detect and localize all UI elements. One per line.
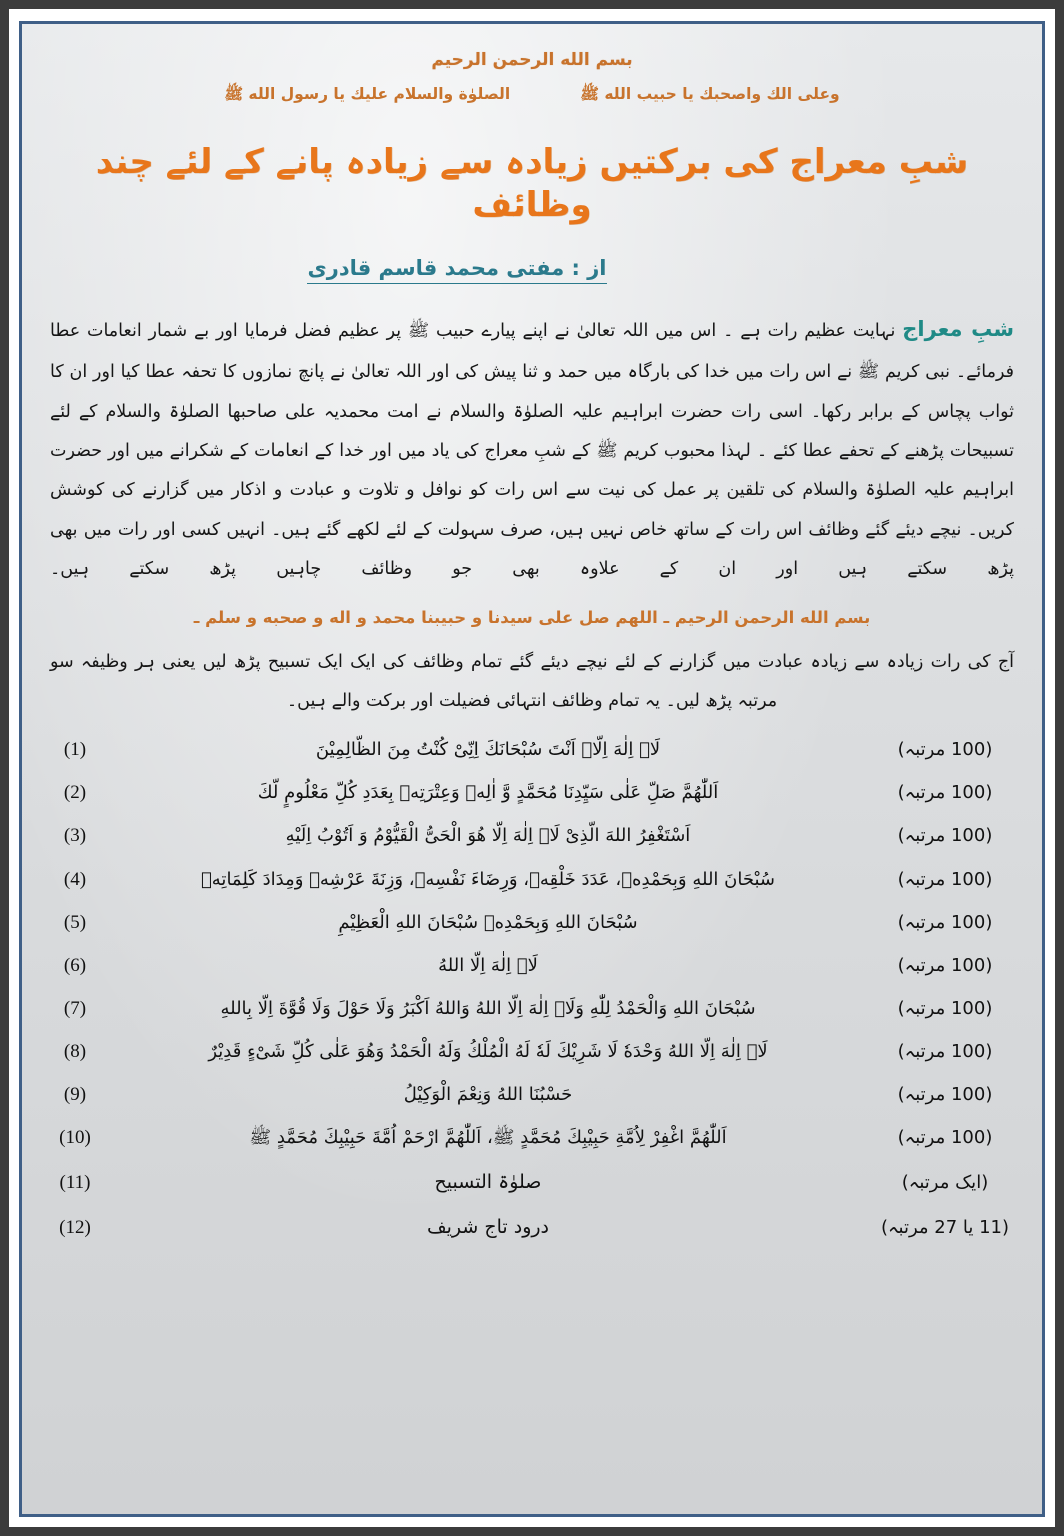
wazifa-count: (11 یا 27 مرتبہ) (880, 1216, 1010, 1238)
wazifa-number: (9) (63, 1084, 87, 1105)
list-item (44, 778, 1020, 809)
wazifa-number: (8) (63, 1040, 87, 1062)
intro-lead-phrase: شبِ معراج (902, 317, 1014, 341)
wazifa-count: (100 مرتبہ) (897, 1040, 993, 1062)
salawat-right-text: الصلوٰة والسلام عليك يا رسول الله ﷺ (224, 85, 511, 103)
wazifa-text: سُبْحَانَ اللهِ وَبِحَمْدِهٖ سُبْحَانَ اللهِ الْعَظِيْمِ (338, 911, 638, 933)
bismillah-heading: بسم الله الرحمن الرحيم (431, 50, 633, 70)
list-item (44, 865, 1020, 896)
wazifa-text: سُبْحَانَ اللهِ وَالْحَمْدُ لِلّٰهِ وَلَاۤ اِلٰهَ اِلَّا اللهُ وَاللهُ اَكْبَرُ وَلَا حَوْلَ وَلَا قُوَّةَ اِلَّا بِاللهِ (220, 997, 756, 1019)
wazifa-count: (100 مرتبہ) (897, 911, 993, 933)
wazifa-count: (100 مرتبہ) (897, 825, 993, 847)
instructions-paragraph: آج کی رات زیادہ سے زیادہ عبادت میں گزارنے کے لئے نیچے دیئے گئے تمام وظائف کی ایک ایک تسبیح پڑھ لیں یعنی ہر وظیفہ سو مرتبہ پڑھ لیں۔ یہ تمام وظائف انتہائی فضیلت اور برکت والے ہیں۔ (50, 651, 1014, 711)
wazifa-text: لَاۤ اِلٰهَ اِلَّاۤ اَنْتَ سُبْحَانَكَ اِنِّىْ كُنْتُ مِنَ الظَّالِمِيْنَ (315, 739, 661, 761)
wazifa-number: (3) (63, 825, 87, 847)
wazifa-text: اَللّٰهُمَّ اغْفِرْ لِاُمَّةِ حَبِيْبِكَ مُحَمَّدٍ ﷺ، اَللّٰهُمَّ ارْحَمْ اُمَّةَ حَبِيْبِكَ مُحَمَّدٍ ﷺ (249, 1127, 727, 1149)
page-white-margin (9, 9, 1055, 1527)
page-content-area (22, 24, 1042, 1514)
list-item (44, 1080, 1020, 1111)
list-item (44, 821, 1020, 852)
wazifa-count: (100 مرتبہ) (897, 1127, 993, 1149)
wazifa-number: (4) (63, 868, 87, 890)
list-item (44, 1037, 1020, 1068)
wazifa-number: (6) (63, 954, 87, 976)
wazifa-count: (100 مرتبہ) (897, 739, 993, 761)
author-name: از : مفتی محمد قاسم قادری (307, 256, 606, 284)
wazaif-list (44, 735, 1020, 1243)
wazifa-text: سُبْحَانَ اللهِ وَبِحَمْدِهٖ، عَدَدَ خَلْقِهٖ، وَرِضَاءَ نَفْسِهٖ، وَزِنَةَ عَرْشِهٖ وَمِدَادَ كَلِمَاتِهٖ (200, 868, 775, 890)
wazifa-number: (7) (63, 997, 87, 1019)
wazifa-count: (100 مرتبہ) (897, 954, 993, 976)
list-item (44, 1211, 1020, 1243)
list-item (44, 1123, 1020, 1154)
wazifa-count: (100 مرتبہ) (897, 868, 993, 890)
bismillah-durood-line: بسم الله الرحمن الرحيم ـ اللهم صل على سيدنا و حبيبنا محمد و اله و صحبه و سلم ـ (193, 607, 871, 627)
wazifa-count: (ایک مرتبہ) (901, 1172, 989, 1194)
wazifa-text: لَاۤ اِلٰهَ اِلَّا اللهُ (438, 954, 538, 976)
wazifa-number: (1) (63, 739, 87, 761)
document-header (44, 50, 1020, 107)
salawat-left-text: وعلى الك واصحبك يا حبيب الله ﷺ (580, 85, 840, 103)
intro-paragraph-text: نہایت عظیم رات ہے ۔ اس میں اللہ تعالیٰ نے اپنے پیارے حبیب ﷺ پر عظیم فضل فرمایا اور بے شمار انعامات عطا فرمائے۔ نبی کریم ﷺ نے اس رات میں خدا کی بارگاہ میں حمد و ثنا پیش کی اور اللہ تعالیٰ نے پانچ نمازوں کا تحفہ عطا کیا اور ان کا ثواب پچاس کے برابر رکھا۔ اسی رات حضرت ابراہیم علیہ الصلوٰۃ والسلام نے امت محمدیہ علی صاحبھا الصلوٰۃ والسلام کے لئے تسبیحات پڑھنے کے تحفے عطا کئے ۔ لہذا محبوب کریم ﷺ کے شبِ معراج کی یاد میں اور خدا کے انعامات کے شکرانے میں اور حضرت ابراہیم علیہ الصلوٰۃ والسلام کی تلقین پر عمل کی نیت سے اس رات کو نوافل و تلاوت و عبادت و اذکار میں گزارنے کی کوشش کریں۔ نیچے دیئے گئے وظائف اس رات کے ساتھ خاص نہیں ہیں، صرف سہولت کے لئے لکھے گئے ہیں۔ انہیں کسی اور رات میں بھی پڑھ سکتے ہیں اور ان کے علاوہ بھی جو وظائف چاہیں پڑھ سکتے ہیں۔ (50, 321, 1014, 580)
wazifa-number: (5) (63, 911, 87, 933)
list-item (44, 994, 1020, 1025)
list-item (44, 951, 1020, 982)
wazifa-text: اَسْتَغْفِرُ اللهَ الَّذِىْ لَاۤ اِلٰهَ اِلَّا هُوَ الْحَىُّ الْقَيُّوْمُ وَ اَتُوْبُ اِلَيْهِ (285, 825, 691, 847)
wazifa-number: (2) (63, 782, 87, 804)
page-blue-border (19, 21, 1045, 1517)
wazifa-count: (100 مرتبہ) (897, 1084, 993, 1105)
author-line (44, 256, 1020, 280)
wazifa-text: اَللّٰهُمَّ صَلِّ عَلٰى سَيِّدِنَا مُحَمَّدٍ وَّ اٰلِهٖ وَعِتْرَتِهٖ بِعَدَدِ كُلِّ مَعْلُومٍ لَّكَ (257, 782, 719, 804)
wazifa-text: درود تاج شریف (426, 1215, 550, 1238)
wazifa-count: (100 مرتبہ) (897, 782, 993, 804)
wazifa-text: صلوٰۃ التسبیح (434, 1171, 542, 1194)
salawat-row (44, 84, 1020, 107)
wazifa-text: لَاۤ اِلٰهَ اِلَّا اللهُ وَحْدَهٗ لَا شَرِيْكَ لَهٗ لَهُ الْمُلْكُ وَلَهُ الْحَمْدُ وَهُوَ عَلٰى كُلِّ شَىْءٍ قَدِيْرٌ (208, 1040, 768, 1062)
wazifa-number: (11) (59, 1172, 91, 1194)
wazifa-number: (12) (59, 1216, 91, 1238)
list-item (44, 735, 1020, 766)
wazifa-count: (100 مرتبہ) (897, 997, 993, 1019)
list-item (44, 908, 1020, 939)
intro-paragraph (50, 306, 1014, 590)
list-item (44, 1166, 1020, 1198)
wazifa-number: (10) (59, 1127, 91, 1149)
page-title: شبِ معراج کی برکتیں زیادہ سے زیادہ پانے کے لئے چند وظائف (95, 142, 969, 225)
wazifa-text: حَسْبُنَا اللهُ وَنِعْمَ الْوَكِيْلُ (403, 1084, 573, 1105)
